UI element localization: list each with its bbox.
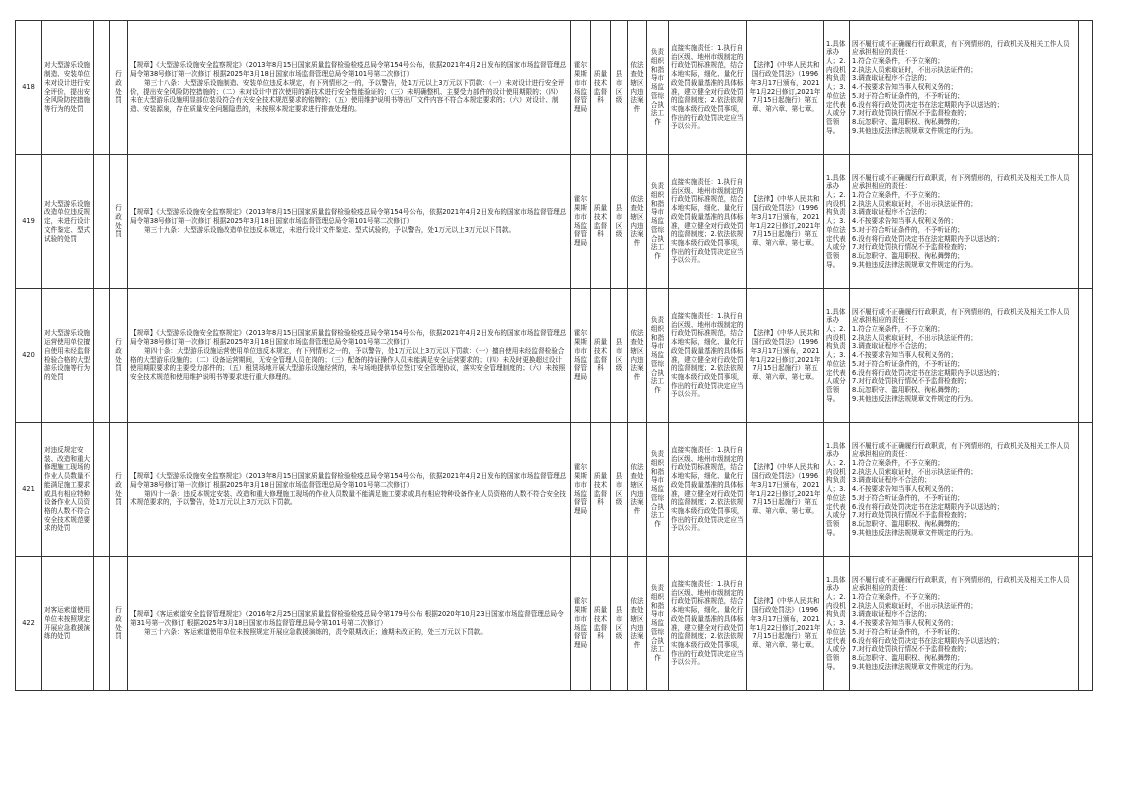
accountability-line: 2.执法人员索取证时，不出示执法证件的； [852, 467, 977, 476]
accountability-line: 1.符合立案条件，不予立案的； [852, 57, 945, 66]
responsibility-task: 负责组织和指导市场监管综合执法工作 [647, 423, 669, 557]
exercise-scope: 依法查处辖区内违法案件 [628, 557, 647, 691]
implementing-agency: 霍尔果斯市市场监督管理局 [571, 423, 591, 557]
exercise-scope: 依法查处辖区内违法案件 [628, 155, 647, 289]
table-row [16, 21, 1093, 155]
exercise-scope: 依法查处辖区内违法案件 [628, 21, 647, 155]
responsibility-items: 直接实施责任：1.执行自治区级、地州市级制定的行政处罚标准规范，结合本地实际，细化、量化行政处罚裁量基准的具体标准，建立健全对行政处罚的监督制度；2.依法依规实施本级行政处罚事项，作出的行政处罚决定应当予以公开。 [669, 423, 747, 557]
legal-basis [128, 155, 571, 289]
accountability-line: 3.调查取证程序不合法的； [852, 476, 931, 485]
implementing-agency: 霍尔果斯市市场监督管理局 [571, 155, 591, 289]
accountability-line: 1.符合立案条件，不予立案的； [852, 325, 945, 334]
legal-basis-article: 第三十六条：客运索道使用单位未按照规定开展应急救援演练的，责令限期改正；逾期未改正的，处三万元以下罚款。 [144, 627, 487, 636]
accountability-situations [850, 289, 1079, 423]
accountability-line: 因不履行或不正确履行行政职责，有下列情形的，行政机关及相关工作人员应承担相应的责任： [852, 441, 1070, 459]
row-number: 420 [16, 289, 42, 423]
implementing-agency: 霍尔果斯市市场监督管理局 [571, 21, 591, 155]
accountability-line: 9.其他违反法律法规规章文件规定的行为。 [852, 662, 977, 671]
accountability-line: 8.玩忽职守、滥用职权、徇私舞弊的； [852, 117, 964, 126]
accountability-line: 5.对于符合听证条件的，不予听证的； [852, 627, 964, 636]
accountability-line: 2.执法人员索取证时，不出示执法证件的； [852, 199, 977, 208]
accountability-line: 8.玩忽职守、滥用职权、徇私舞弊的； [852, 653, 964, 662]
legal-basis-title: 【规章】《客运索道安全监督管理规定》（2016年2月25日国家质量监督检验检疫总局令第179号公布 根据2020年10月23日国家市场监督管理总局令第31号第一次修订 根据2025年3月18日国家市场监督管理总局令第101号第二次修订） [130, 610, 564, 628]
accountability-basis: 【法律】《中华人民共和国行政处罚法》（1996年3月17日颁布，2021年1月22日修订,2021年7月15日起施行）第五章、第六章、第七章。 [747, 21, 824, 155]
responsibility-items: 直接实施责任：1.执行自治区级、地州市级制定的行政处罚标准规范，结合本地实际，细化、量化行政处罚裁量基准的具体标准，建立健全对行政处罚的监督制度；2.依法依规实施本级行政处罚事项，作出的行政处罚决定应当予以公开。 [669, 21, 747, 155]
accountability-line: 2.执法人员索取证时，不出示执法证件的； [852, 333, 977, 342]
table-row [16, 155, 1093, 289]
accountability-line: 3.调查取证程序不合法的； [852, 342, 931, 351]
accountability-line: 1.符合立案条件，不予立案的； [852, 191, 945, 200]
legal-basis-title: 【规章】《大型游乐设施安全监察规定》（2013年8月15日国家质量监督检验检疫总局令第154号公布，依据2021年4月2日发布的国家市场监督管理总局令第38号修订第一次修订 根据2025年3月18日国家市场监督管理总局令第101号第二次修订） [130, 61, 567, 79]
responsibility-task: 负责组织和指导市场监管综合执法工作 [647, 155, 669, 289]
accountability-line: 因不履行或不正确履行行政职责，有下列情形的，行政机关及相关工作人员应承担相应的责任： [852, 575, 1070, 593]
row-number: 421 [16, 423, 42, 557]
accountability-line: 7.对行政处罚执行情况不予监督检查的； [852, 645, 971, 654]
accountability-line: 6.没有将行政处罚决定书在法定期限内予以送达的； [852, 100, 1004, 109]
blank-cell [94, 21, 110, 155]
power-name: 对客运索道使用单位未按照规定开展应急救援演练的处罚 [42, 557, 94, 691]
responsible-department: 质量技术监督科 [591, 289, 611, 423]
power-list-table [15, 20, 1093, 691]
exercise-level: 县市区级 [611, 289, 628, 423]
exercise-level: 县市区级 [611, 557, 628, 691]
accountability-line: 因不履行或不正确履行行政职责，有下列情形的，行政机关及相关工作人员应承担相应的责任： [852, 307, 1070, 325]
accountability-line: 7.对行政处罚执行情况不予监督检查的； [852, 377, 971, 386]
accountability-line: 5.对于符合听证条件的，不予听证的； [852, 91, 964, 100]
accountability-line: 6.没有将行政处罚决定书在法定期限内予以送达的； [852, 368, 1004, 377]
accountability-line: 1.符合立案条件，不予立案的； [852, 459, 945, 468]
responsibility-task: 负责组织和指导市场监管综合执法工作 [647, 289, 669, 423]
implementing-agency: 霍尔果斯市市场监督管理局 [571, 557, 591, 691]
accountability-line: 8.玩忽职守、滥用职权、徇私舞弊的； [852, 251, 964, 260]
responsible-subject: 1.具体承办人；2.内设机构负责人；3.单位法定代表人或分管领导。 [824, 423, 850, 557]
power-name: 对违反规定安装、改造和重大修理施工现场的作业人员数量不能满足施工要求或具有相应特种设备作业人员资格的人数不符合安全技术规范要求的处罚 [42, 423, 94, 557]
accountability-line: 1.符合立案条件，不予立案的； [852, 593, 945, 602]
responsible-subject: 1.具体承办人；2.内设机构负责人；3.单位法定代表人或分管领导。 [824, 557, 850, 691]
legal-basis-article: 第四十条：大型游乐设施运营使用单位违反本规定，有下列情形之一的，予以警告，处1万元以上3万元以下罚款：（一）擅自使用未经监督检验合格的大型游乐设施的；（二）设备运营期间，无安全管理人员在岗的；（三）配备的持证操作人员未能满足安全运营要求的；（四）未及时更换超过设计使用期限要求的主要受力部件的；（五）租赁场地开展大型游乐设施经营的，未与场地提供单位签订安全管理协议，落实安全管理制度的；（六）未按照安全技术规范和使用维护说明书等要求进行重大修理的。 [130, 346, 566, 381]
exercise-level: 县市区级 [611, 21, 628, 155]
legal-basis-title: 【规章】《大型游乐设施安全监察规定》（2013年8月15日国家质量监督检验检疫总局令第154号公布，依据2021年4月2日发布的国家市场监督管理总局令第38号修订第一次修订 根据2025年3月18日国家市场监督管理总局令第101号第二次修订） [130, 329, 567, 347]
accountability-line: 7.对行政处罚执行情况不予监督检查的； [852, 109, 971, 118]
blank-cell [94, 557, 110, 691]
legal-basis [128, 557, 571, 691]
blank-cell [94, 423, 110, 557]
responsible-department: 质量技术监督科 [591, 557, 611, 691]
accountability-line: 8.玩忽职守、滥用职权、徇私舞弊的； [852, 385, 964, 394]
accountability-line: 5.对于符合听证条件的，不予听证的； [852, 493, 964, 502]
table-row [16, 557, 1093, 691]
power-type: 行政处罚 [110, 155, 128, 289]
accountability-basis: 【法律】《中华人民共和国行政处罚法》（1996年3月17日颁布，2021年1月22日修订,2021年7月15日起施行）第五章、第六章、第七章。 [747, 155, 824, 289]
remarks-cell [1079, 557, 1093, 691]
power-name: 对大型游乐设施运营使用单位擅自使用未经监督检验合格的大型游乐设施等行为的处罚 [42, 289, 94, 423]
exercise-level: 县市区级 [611, 423, 628, 557]
accountability-line: 4.不按要求告知当事人权利义务的； [852, 485, 958, 494]
responsible-subject: 1.具体承办人；2.内设机构负责人；3.单位法定代表人或分管领导。 [824, 289, 850, 423]
accountability-basis: 【法律】《中华人民共和国行政处罚法》（1996年3月17日颁布，2021年1月22日修订,2021年7月15日起施行）第五章、第六章、第七章。 [747, 423, 824, 557]
blank-cell [94, 289, 110, 423]
row-number: 422 [16, 557, 42, 691]
legal-basis-article: 第三十八条：大型游乐设施制造、安装单位违反本规定，有下列情形之一的，予以警告，处1万元以上3万元以下罚款：（一）未对设计进行安全评价，提出安全风险防控措施的；（二）未对设计中首次使用的新技术进行安全性能验证的；（三）未明确整机、主要受力部件的设计使用期限的；（四）未在大型游乐设施明显部位装设符合有关安全技术规范要求的铭牌的；（五）使用维护说明书等出厂文件内容不符合本规定要求的；（六）对设计、制造、安装源泉，存在质量安全问题隐患的，未按照本规定要求进行排查处理的。 [130, 78, 565, 113]
accountability-line: 3.调查取证程序不合法的； [852, 610, 931, 619]
responsible-department: 质量技术监督科 [591, 423, 611, 557]
blank-cell [94, 155, 110, 289]
accountability-situations [850, 155, 1079, 289]
power-type: 行政处罚 [110, 557, 128, 691]
accountability-line: 9.其他违反法律法规规章文件规定的行为。 [852, 260, 977, 269]
accountability-line: 4.不按要求告知当事人权利义务的； [852, 351, 958, 360]
power-name: 对大型游乐设施改造单位违反规定，未进行设计文件鉴定、型式试验的处罚 [42, 155, 94, 289]
responsibility-task: 负责组织和指导市场监管综合执法工作 [647, 557, 669, 691]
exercise-level: 县市区级 [611, 155, 628, 289]
power-type: 行政处罚 [110, 423, 128, 557]
accountability-line: 2.执法人员索取证时，不出示执法证件的； [852, 601, 977, 610]
legal-basis [128, 21, 571, 155]
table-body [16, 21, 1093, 691]
legal-basis-article: 第四十一条：违反本规定安装、改造和重大修理施工现场的作业人员数量不能满足施工要求或具有相应特种设备作业人员资格的人数不符合安全技术规范要求的，予以警告，处1万元以上3万元以下罚款。 [130, 489, 566, 507]
exercise-scope: 依法查处辖区内违法案件 [628, 289, 647, 423]
power-type: 行政处罚 [110, 289, 128, 423]
implementing-agency: 霍尔果斯市市场监督管理局 [571, 289, 591, 423]
accountability-line: 4.不按要求告知当事人权利义务的； [852, 217, 958, 226]
accountability-basis: 【法律】《中华人民共和国行政处罚法》（1996年3月17日颁布，2021年1月22日修订,2021年7月15日起施行）第五章、第六章、第七章。 [747, 289, 824, 423]
accountability-line: 6.没有将行政处罚决定书在法定期限内予以送达的； [852, 636, 1004, 645]
remarks-cell [1079, 21, 1093, 155]
legal-basis-title: 【规章】《大型游乐设施安全监察规定》（2013年8月15日国家质量监督检验检疫总局令第154号公布，依据2021年4月2日发布的国家市场监督管理总局令第38号修订第一次修订 根据2025年3月18日国家市场监督管理总局令第101号第二次修订） [130, 472, 567, 489]
remarks-cell [1079, 423, 1093, 557]
responsible-department: 质量技术监督科 [591, 21, 611, 155]
accountability-line: 6.没有将行政处罚决定书在法定期限内予以送达的； [852, 234, 1004, 243]
accountability-situations [850, 21, 1079, 155]
accountability-line: 5.对于符合听证条件的，不予听证的； [852, 359, 964, 368]
responsibility-task: 负责组织和指导市场监管综合执法工作 [647, 21, 669, 155]
legal-basis-title: 【规章】《大型游乐设施安全监察规定》（2013年8月15日国家质量监督检验检疫总局令第154号公布，依据2021年4月2日发布的国家市场监督管理总局令第38号修订第一次修订 根据2025年3月18日国家市场监督管理总局令第101号第二次修订） [130, 208, 567, 226]
accountability-line: 9.其他违反法律法规规章文件规定的行为。 [852, 126, 977, 135]
accountability-basis: 【法律】《中华人民共和国行政处罚法》（1996年3月17日颁布，2021年1月22日修订,2021年7月15日起施行）第五章、第六章、第七章。 [747, 557, 824, 691]
accountability-line: 6.没有将行政处罚决定书在法定期限内予以送达的； [852, 502, 1004, 511]
responsibility-items: 直接实施责任：1.执行自治区级、地州市级制定的行政处罚标准规范，结合本地实际，细化、量化行政处罚裁量基准的具体标准，建立健全对行政处罚的监督制度；2.依法依规实施本级行政处罚事项，作出的行政处罚决定应当予以公开。 [669, 289, 747, 423]
remarks-cell [1079, 155, 1093, 289]
accountability-line: 3.调查取证程序不合法的； [852, 74, 931, 83]
accountability-line: 7.对行政处罚执行情况不予监督检查的； [852, 243, 971, 252]
responsibility-items: 直接实施责任：1.执行自治区级、地州市级制定的行政处罚标准规范，结合本地实际，细化、量化行政处罚裁量基准的具体标准，建立健全对行政处罚的监督制度；2.依法依规实施本级行政处罚事项，作出的行政处罚决定应当予以公开。 [669, 155, 747, 289]
power-type: 行政处罚 [110, 21, 128, 155]
accountability-line: 8.玩忽职守、滥用职权、徇私舞弊的； [852, 519, 964, 528]
legal-basis [128, 289, 571, 423]
table-row [16, 423, 1093, 557]
responsible-department: 质量技术监督科 [591, 155, 611, 289]
row-number: 419 [16, 155, 42, 289]
legal-basis [128, 423, 571, 557]
responsible-subject: 1.具体承办人；2.内设机构负责人；3.单位法定代表人或分管领导。 [824, 21, 850, 155]
accountability-line: 3.调查取证程序不合法的； [852, 208, 931, 217]
legal-basis-article: 第三十九条：大型游乐设施改造单位违反本规定，未进行设计文件鉴定、型式试验的，予以警告，处1万元以上3万元以下罚款。 [144, 225, 516, 234]
accountability-line: 7.对行政处罚执行情况不予监督检查的； [852, 511, 971, 520]
accountability-line: 2.执法人员索取证时，不出示执法证件的； [852, 65, 977, 74]
exercise-scope: 依法查处辖区内违法案件 [628, 423, 647, 557]
accountability-line: 9.其他违反法律法规规章文件规定的行为。 [852, 394, 977, 403]
power-name: 对大型游乐设施制造、安装单位未对设计进行安全评价，提出安全风险防控措施等行为的处罚 [42, 21, 94, 155]
table-row [16, 289, 1093, 423]
accountability-line: 因不履行或不正确履行行政职责，有下列情形的，行政机关及相关工作人员应承担相应的责任： [852, 39, 1070, 57]
accountability-situations [850, 423, 1079, 557]
accountability-line: 4.不按要求告知当事人权利义务的； [852, 83, 958, 92]
accountability-line: 因不履行或不正确履行行政职责，有下列情形的，行政机关及相关工作人员应承担相应的责任： [852, 173, 1070, 191]
row-number: 418 [16, 21, 42, 155]
accountability-line: 4.不按要求告知当事人权利义务的； [852, 619, 958, 628]
accountability-situations [850, 557, 1079, 691]
responsibility-items: 直接实施责任：1.执行自治区级、地州市级制定的行政处罚标准规范，结合本地实际，细化、量化行政处罚裁量基准的具体标准，建立健全对行政处罚的监督制度；2.依法依规实施本级行政处罚事项，作出的行政处罚决定应当予以公开。 [669, 557, 747, 691]
responsible-subject: 1.具体承办人；2.内设机构负责人；3.单位法定代表人或分管领导。 [824, 155, 850, 289]
accountability-line: 9.其他违反法律法规规章文件规定的行为。 [852, 528, 977, 537]
accountability-line: 5.对于符合听证条件的，不予听证的； [852, 225, 964, 234]
remarks-cell [1079, 289, 1093, 423]
